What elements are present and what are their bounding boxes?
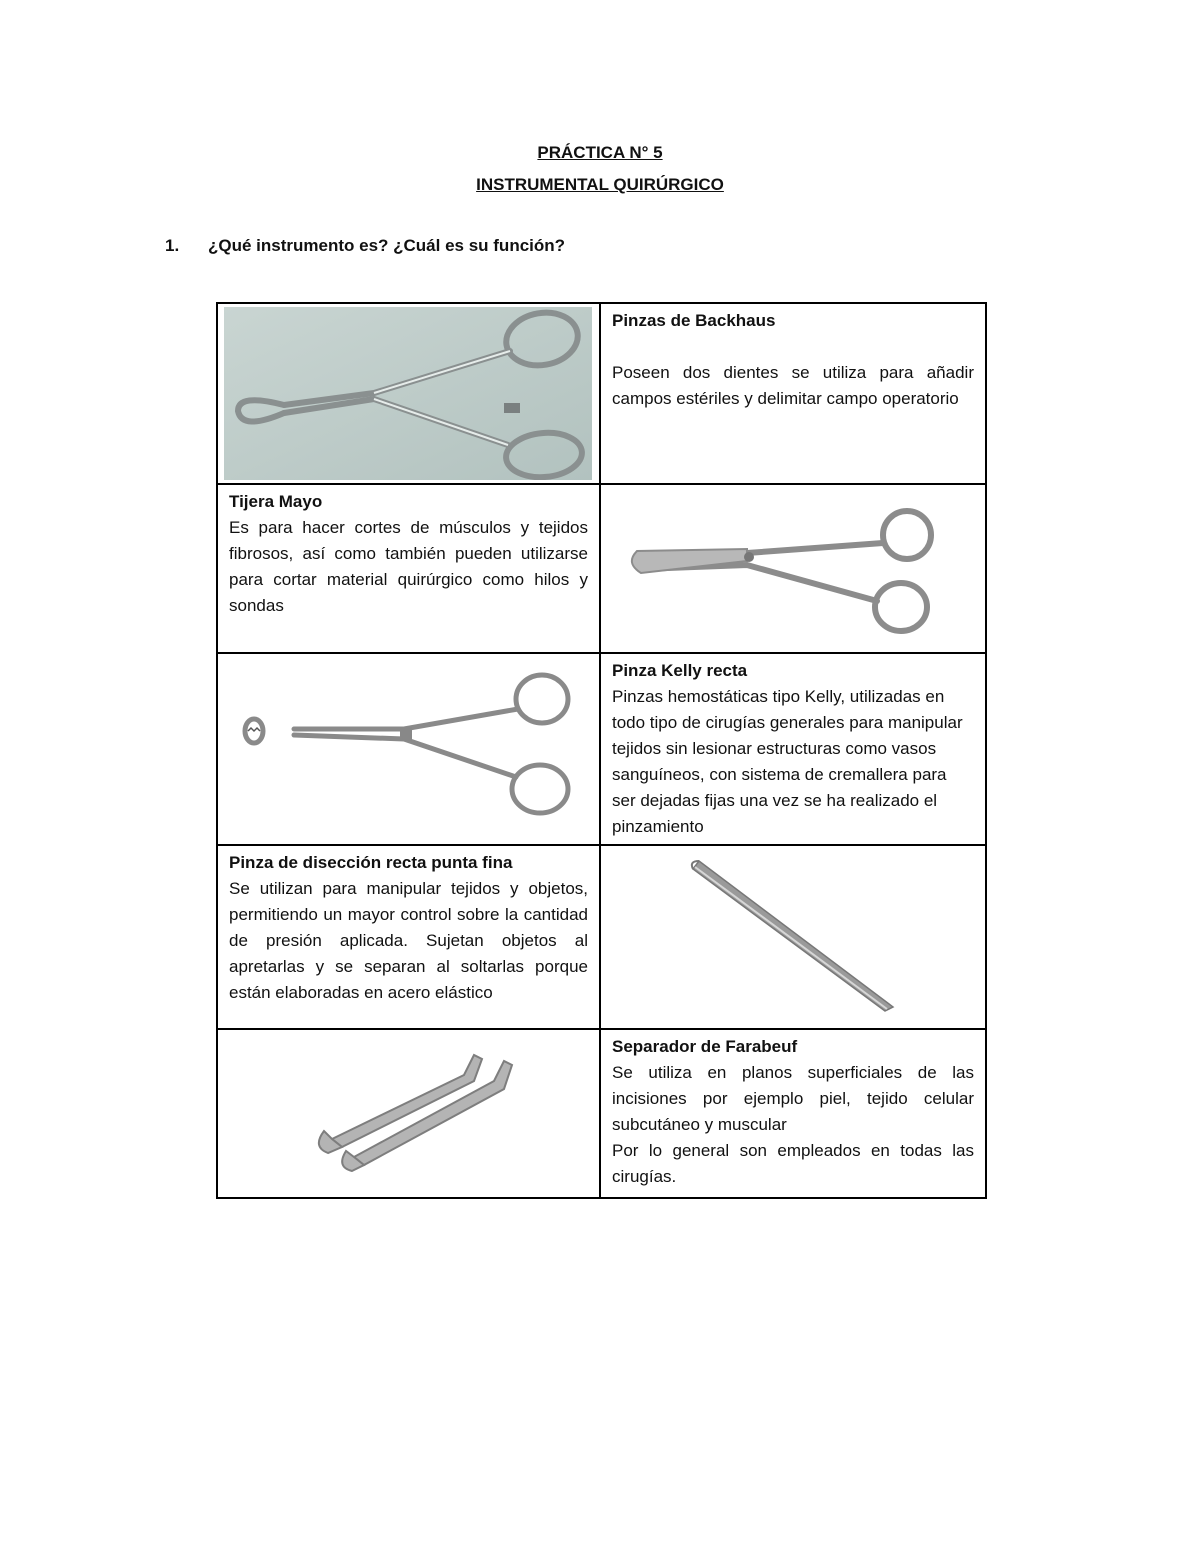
question bbox=[165, 236, 565, 256]
table-row bbox=[217, 1029, 986, 1198]
text-cell bbox=[217, 484, 600, 653]
instrument-description: Es para hacer cortes de músculos y tejidos fibrosos, así como también pueden utilizarse para cortar material quirúrgico como hilos y sondas bbox=[229, 518, 588, 615]
page-subtitle: INSTRUMENTAL QUIRÚRGICO bbox=[476, 175, 724, 194]
page-title: PRÁCTICA N° 5 bbox=[537, 143, 663, 162]
farabeuf-retractor-icon bbox=[224, 1035, 592, 1193]
table-row bbox=[217, 484, 986, 653]
kelly-forceps-icon bbox=[224, 661, 592, 837]
backhaus-clamp-icon bbox=[224, 307, 592, 480]
instrument-description: Por lo general son empleados en todas las cirugías. bbox=[612, 1141, 974, 1186]
text-cell bbox=[217, 845, 600, 1029]
image-cell bbox=[600, 484, 986, 653]
image-cell bbox=[217, 1029, 600, 1198]
instrument-name: Pinza de disección recta punta fina bbox=[229, 853, 513, 872]
instrument-name: Separador de Farabeuf bbox=[612, 1037, 798, 1056]
image-cell bbox=[217, 653, 600, 845]
instrument-name: Pinzas de Backhaus bbox=[612, 311, 776, 330]
question-number: 1. bbox=[165, 236, 180, 255]
question-text: ¿Qué instrumento es? ¿Cuál es su función? bbox=[208, 236, 566, 255]
dissection-forceps-icon bbox=[607, 849, 977, 1025]
instrument-description: Pinzas hemostáticas tipo Kelly, utilizadas en todo tipo de cirugías generales para manipular tejidos sin lesionar estructuras como vasos sanguíneos, con sistema de cremallera para ser dejadas fijas una vez se ha realizado el pinzamiento bbox=[612, 687, 963, 836]
instrument-name: Pinza Kelly recta bbox=[612, 661, 748, 680]
image-cell bbox=[600, 845, 986, 1029]
table-row bbox=[217, 303, 986, 484]
image-cell bbox=[217, 303, 600, 484]
instrument-description: Poseen dos dientes se utiliza para añadir campos estériles y delimitar campo operatorio bbox=[612, 363, 974, 408]
text-cell bbox=[600, 653, 986, 845]
text-cell bbox=[600, 303, 986, 484]
instrument-table bbox=[216, 302, 987, 1199]
instrument-name: Tijera Mayo bbox=[229, 492, 323, 511]
instrument-description: Se utilizan para manipular tejidos y objetos, permitiendo un mayor control sobre la cantidad de presión aplicada. Sujetan objetos al apretarlas y se separan al soltarlas porque están elaboradas en acero elástico bbox=[229, 879, 588, 1002]
text-cell bbox=[600, 1029, 986, 1198]
mayo-scissors-icon bbox=[607, 489, 977, 649]
instrument-description: Se utiliza en planos superficiales de las incisiones por ejemplo piel, tejido celular subcutáneo y muscular bbox=[612, 1063, 974, 1134]
table-row bbox=[217, 845, 986, 1029]
table-row bbox=[217, 653, 986, 845]
